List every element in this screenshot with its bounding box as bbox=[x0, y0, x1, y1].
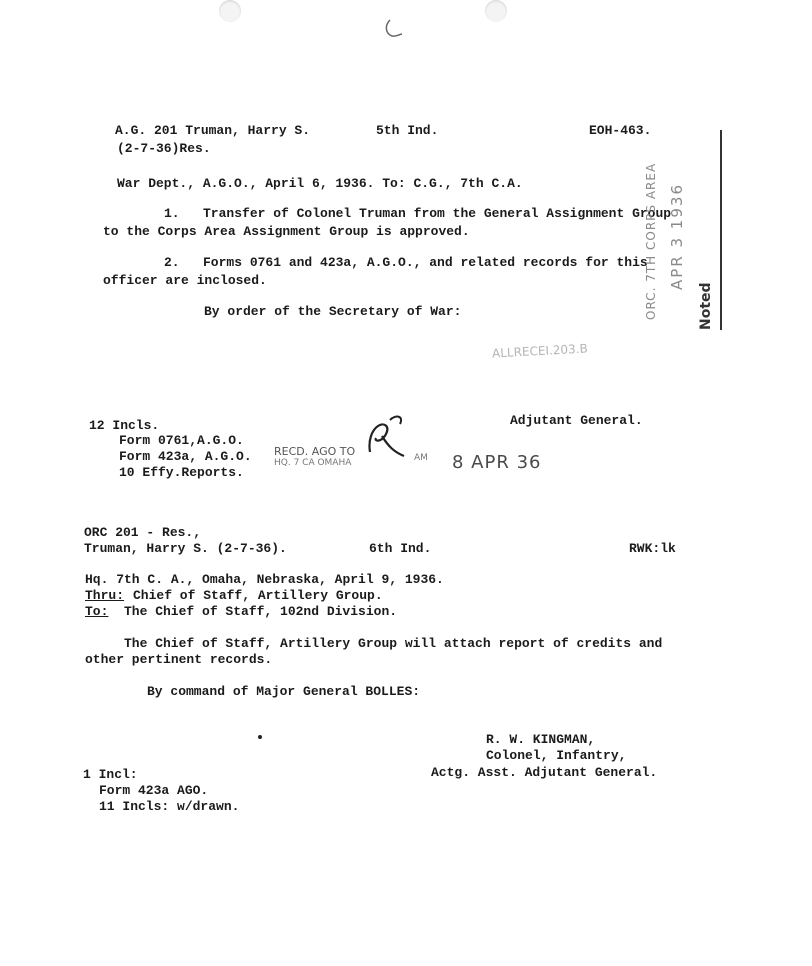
paragraph-2-line-1: 2. Forms 0761 and 423a, A.G.O., and related records for this bbox=[164, 255, 648, 270]
thru-label: Thru: bbox=[85, 588, 125, 603]
received-stamp-line-2: HQ. 7 CA OMAHA bbox=[274, 458, 352, 468]
body-line-1: The Chief of Staff, Artillery Group will attach report of credits and bbox=[124, 636, 663, 651]
pencil-mark bbox=[382, 18, 406, 40]
received-stamp-date: 8 APR 36 bbox=[452, 452, 542, 473]
closing-line: By order of the Secretary of War: bbox=[204, 304, 462, 319]
side-stamp-date: APR 3 1936 bbox=[668, 183, 686, 290]
paragraph-1-line-2: to the Corps Area Assignment Group is approved. bbox=[103, 224, 470, 239]
signer-title: Actg. Asst. Adjutant General. bbox=[431, 765, 658, 780]
inclosure-item: 10 Effy.Reports. bbox=[119, 465, 244, 480]
res-line: (2-7-36)Res. bbox=[117, 141, 211, 156]
margin-line bbox=[720, 130, 722, 330]
noted-label: Noted bbox=[698, 282, 714, 330]
to-label: To: bbox=[85, 604, 109, 619]
inclosure-item-2: 11 Incls: w/drawn. bbox=[99, 799, 240, 814]
indorsement-number-2: 6th Ind. bbox=[369, 541, 432, 556]
paragraph-1-line-1: 1. Transfer of Colonel Truman from the General Assignment Group bbox=[164, 206, 672, 221]
closing-line-2: By command of Major General BOLLES: bbox=[147, 684, 421, 699]
inclosure-count-2: 1 Incl: bbox=[83, 767, 138, 782]
body-line-2: other pertinent records. bbox=[85, 652, 273, 667]
document-code: EOH-463. bbox=[589, 123, 652, 138]
file-reference-2: ORC 201 - Res., bbox=[84, 525, 202, 540]
heading-line: War Dept., A.G.O., April 6, 1936. To: C.G., 7th C.A. bbox=[117, 176, 523, 191]
side-stamp-corps-area: ORC. 7TH CORPS AREA bbox=[644, 162, 658, 320]
adjutant-general-title: Adjutant General. bbox=[510, 413, 643, 428]
file-reference: A.G. 201 Truman, Harry S. bbox=[115, 123, 311, 138]
punch-hole-right bbox=[485, 0, 507, 22]
signer-rank: Colonel, Infantry, bbox=[486, 748, 627, 763]
name-line: Truman, Harry S. (2-7-36). bbox=[84, 541, 287, 556]
punch-hole-left bbox=[219, 0, 241, 22]
inclosure-item: Form 423a, A.G.O. bbox=[119, 449, 252, 464]
inclosure-item-2: Form 423a AGO. bbox=[99, 783, 209, 798]
signer-name: R. W. KINGMAN, bbox=[486, 732, 596, 747]
inclosure-item: Form 0761,A.G.O. bbox=[119, 433, 244, 448]
dot-mark bbox=[258, 735, 262, 739]
heading-line-2: Hq. 7th C. A., Omaha, Nebraska, April 9, 1936. bbox=[85, 572, 444, 587]
inclosure-count: 12 Incls. bbox=[89, 418, 160, 433]
received-stamp-line-1: RECD. AGO TO bbox=[274, 445, 356, 458]
typist-initials: RWK:lk bbox=[629, 541, 676, 556]
faint-stamp: ALLRECEI.203.B bbox=[491, 341, 589, 361]
received-stamp-time: AM bbox=[414, 453, 428, 463]
paragraph-2-line-2: officer are inclosed. bbox=[103, 273, 267, 288]
thru-value: Chief of Staff, Artillery Group. bbox=[133, 588, 383, 603]
indorsement-number: 5th Ind. bbox=[376, 123, 439, 138]
initials-scrawl bbox=[360, 412, 416, 462]
to-value: The Chief of Staff, 102nd Division. bbox=[124, 604, 398, 619]
